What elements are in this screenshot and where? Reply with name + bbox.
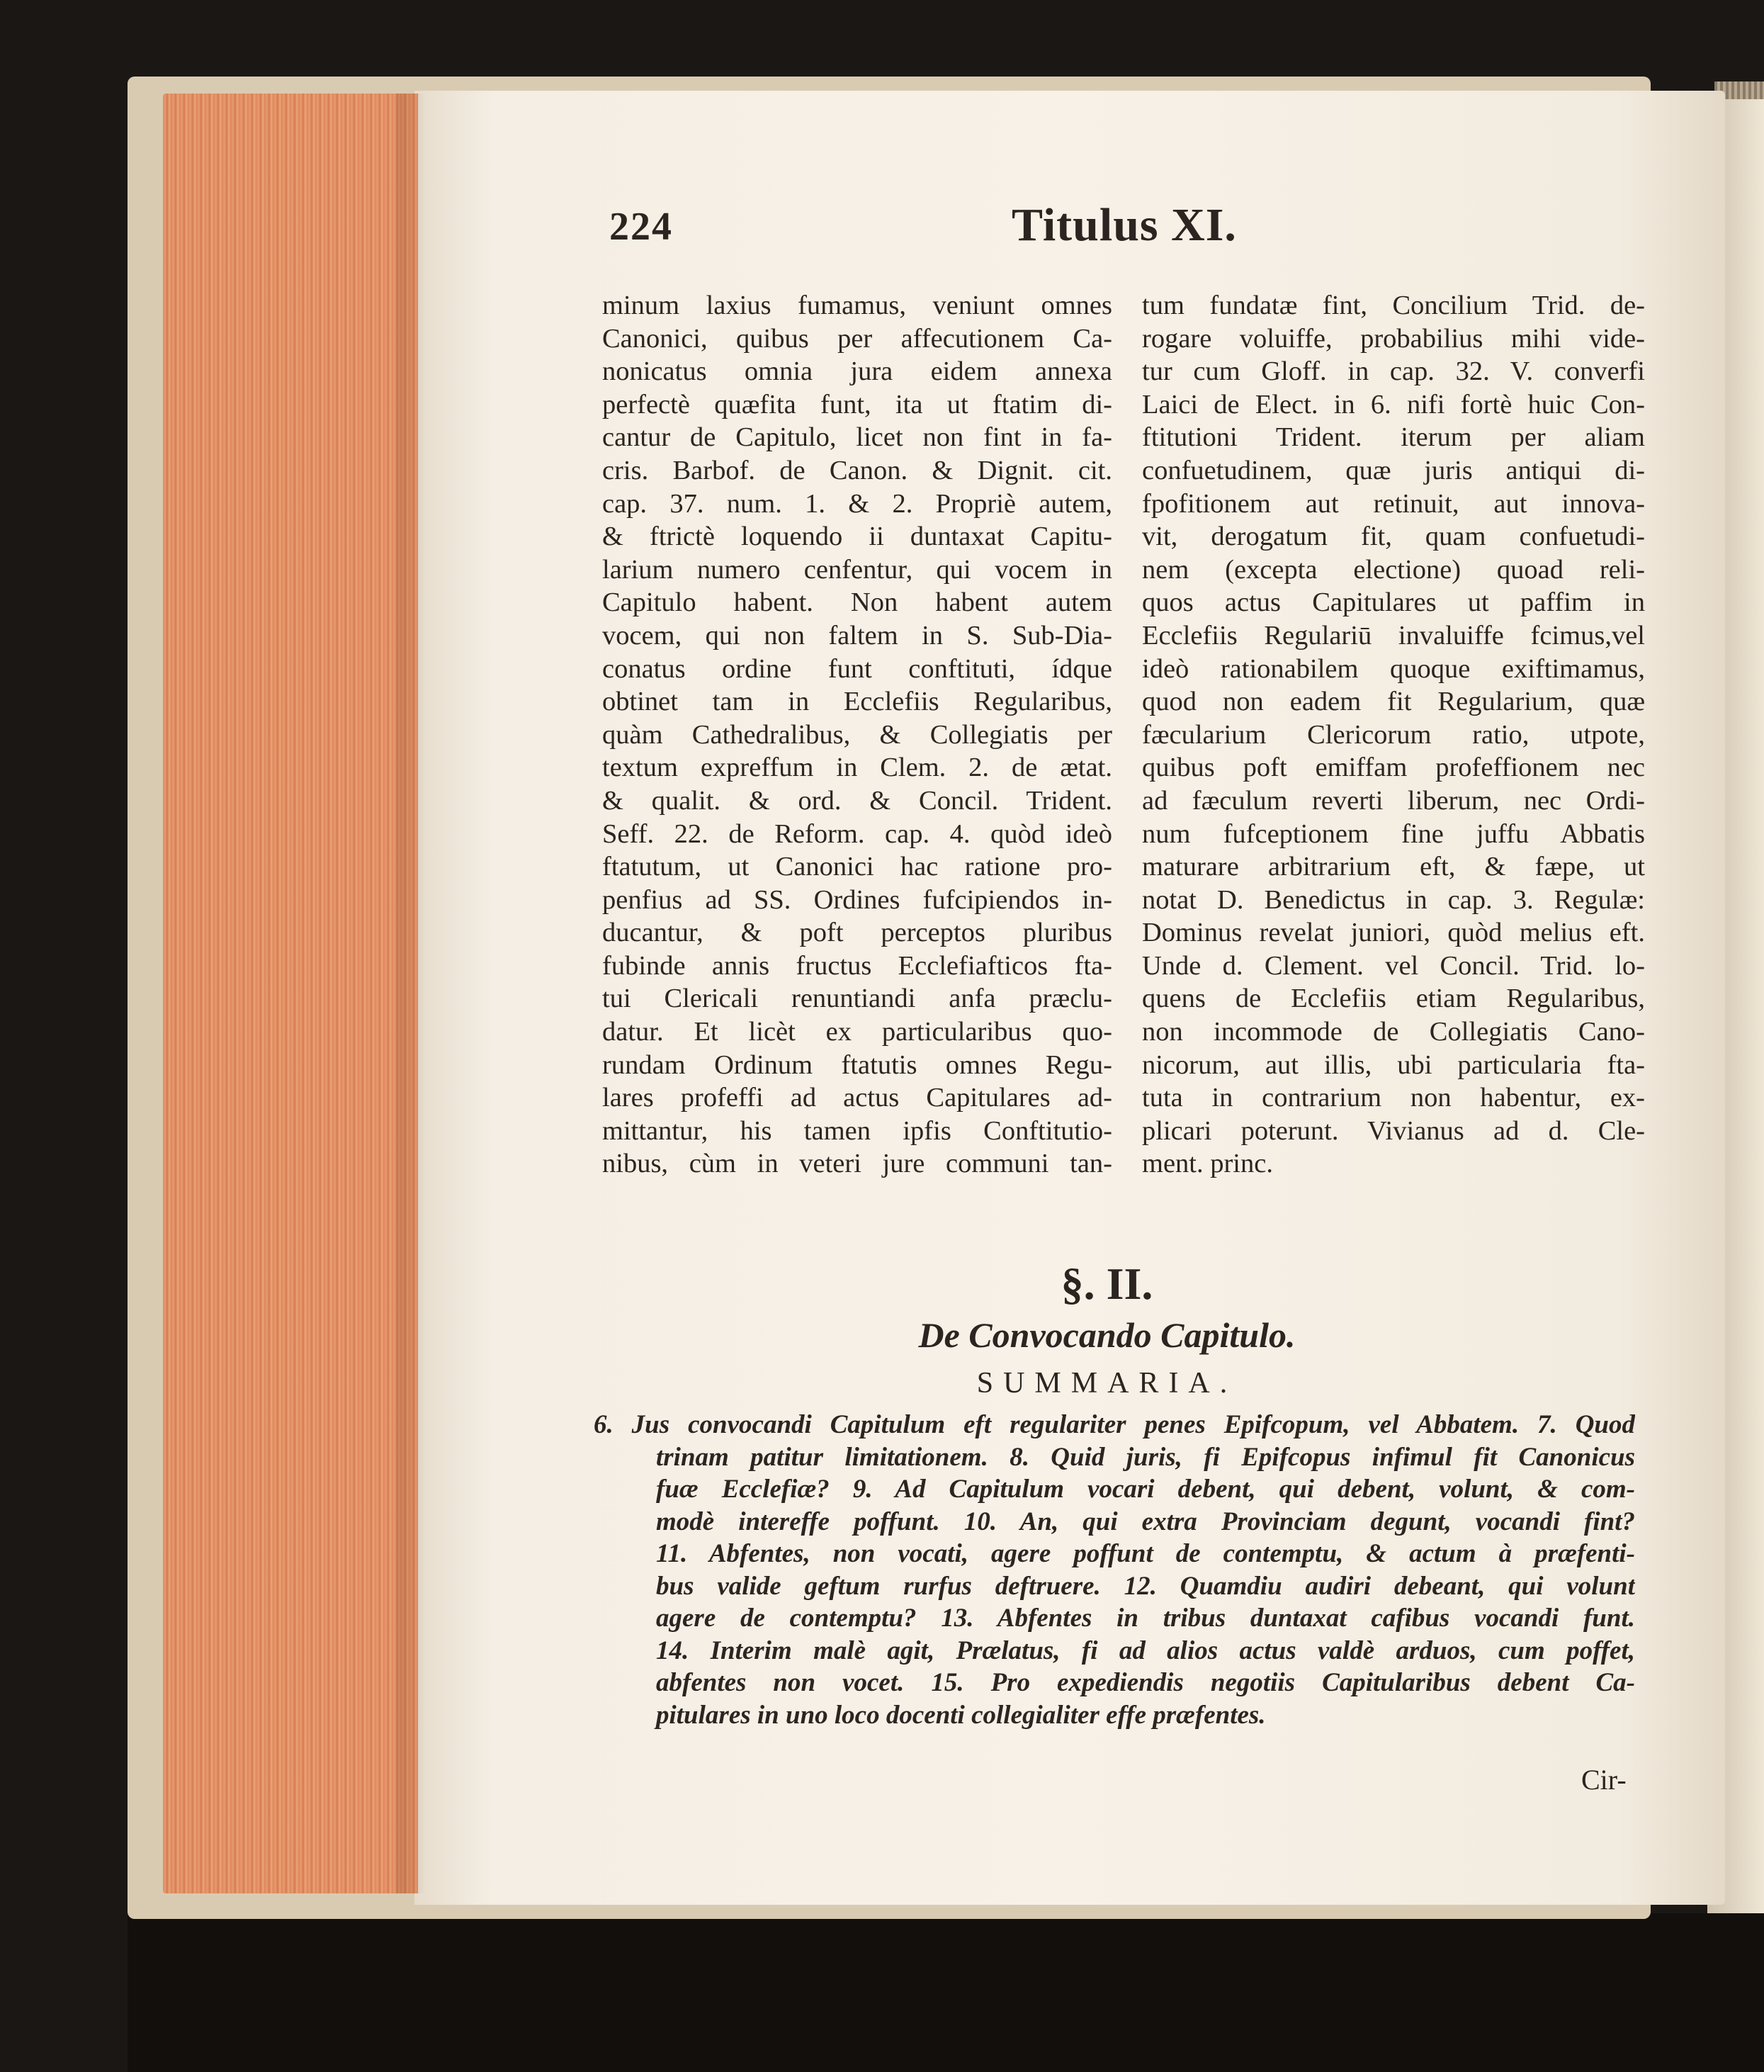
left-column-line: perfectè quæfita funt, ita ut ftatim di- [602, 389, 1112, 420]
page-header [602, 199, 1612, 261]
left-column-line: Capitulo habent. Non habent autem [602, 587, 1112, 618]
left-column-line: quàm Cathedralibus, & Collegiatis per [602, 719, 1112, 750]
right-column-line: quibus poft emiffam profeffionem nec [1142, 753, 1645, 783]
summaria-line: fuæ Ecclefiæ? 9. Ad Capitulum vocari debent, qui debent, volunt, & com- [656, 1475, 1635, 1504]
left-column-line: rundam Ordinum ftatutis omnes Regu- [602, 1049, 1112, 1080]
summaria-line: 6. Jus convocandi Capitulum eft regulariter penes Epifcopum, vel Abbatem. 7. Quod [594, 1410, 1635, 1439]
right-column-line: quos actus Capitulares ut paffim in [1142, 587, 1645, 618]
right-column-line: confuetudinem, quæ juris antiqui di- [1142, 455, 1645, 485]
catchword: Cir- [1581, 1764, 1627, 1796]
summary-paragraph [594, 1409, 1635, 1731]
left-column-line: cantur de Capitulo, licet non fint in fa- [602, 422, 1112, 453]
left-column-line: nonicatus omnia jura eidem annexa [602, 356, 1112, 387]
left-column-line: fubinde annis fructus Ecclefiafticos fta- [602, 950, 1112, 981]
right-column-line: tur cum Gloff. in cap. 32. V. converfi [1142, 356, 1645, 387]
summary-heading: SUMMARIA. [976, 1367, 1238, 1400]
background-table [128, 1913, 1764, 2072]
left-column-line: cris. Barbof. de Canon. & Dignit. cit. [602, 455, 1112, 485]
right-column-line: ideò rationabilem quoque exiftimamus, [1142, 653, 1645, 684]
right-column-line: Laici de Elect. in 6. nifi fortè huic Con- [1142, 389, 1645, 420]
left-column-line: datur. Et licèt ex particularibus quo- [602, 1017, 1112, 1047]
left-column-line: mittantur, his tamen ipfis Conftitutio- [602, 1115, 1112, 1146]
summaria-line: agere de contemptu? 13. Abfentes in tribus duntaxat cafibus vocandi funt. [656, 1604, 1635, 1633]
right-column-line: non incommode de Collegiatis Cano- [1142, 1017, 1645, 1047]
left-column-line: textum expreffum in Clem. 2. de ætat. [602, 753, 1112, 783]
right-column-line: maturare arbitrarium eft, & fæpe, ut [1142, 852, 1645, 882]
summaria-line: pitulares in uno loco docenti collegialiter effe præfentes. [656, 1700, 1266, 1730]
left-column-line: ducantur, & poft perceptos pluribus [602, 918, 1112, 948]
left-column-line: larium numero cenfentur, qui vocem in [602, 554, 1112, 585]
right-column-line: tum fundatæ fint, Concilium Trid. de- [1142, 291, 1645, 320]
left-column-line: tui Clericali renuntiandi anfa præclu- [602, 984, 1112, 1014]
right-column-line: nicorum, aut illis, ubi particularia fta- [1142, 1049, 1645, 1080]
summaria-line: modè intereffe poffunt. 10. An, qui extra Provinciam degunt, vocandi fint? [656, 1507, 1635, 1536]
left-column-line: & ftrictè loquendo ii duntaxat Capitu- [602, 522, 1112, 552]
section-number: §. II. [1061, 1259, 1153, 1309]
page-block-edges [163, 94, 418, 1893]
right-column-line: ment. princ. [1142, 1149, 1273, 1179]
running-title: Titulus XI. [1012, 199, 1237, 251]
summaria-line: abfentes non vocet. 15. Pro expediendis negotiis Capitularibus debent Ca- [656, 1668, 1635, 1697]
right-column-line: quens de Ecclefiis etiam Regularibus, [1142, 984, 1645, 1014]
right-text-column [1142, 289, 1645, 1181]
right-column-line: ad fæculum reverti liberum, nec Ordi- [1142, 785, 1645, 816]
right-column-line: nem (excepta electione) quoad reli- [1142, 554, 1645, 585]
page-number: 224 [609, 205, 673, 249]
left-column-line: ftatutum, ut Canonici hac ratione pro- [602, 852, 1112, 882]
right-column-line: Dominus revelat juniori, quòd melius eft. [1142, 918, 1645, 948]
right-column-line: Unde d. Clement. vel Concil. Trid. lo- [1142, 950, 1645, 981]
right-column-line: plicari poterunt. Vivianus ad d. Cle- [1142, 1115, 1645, 1146]
left-column-line: nibus, cùm in veteri jure communi tan- [602, 1149, 1112, 1179]
right-column-line: fæcularium Clericorum ratio, utpote, [1142, 719, 1645, 750]
left-column-line: lares profeffi ad actus Capitulares ad- [602, 1083, 1112, 1113]
summaria-line: bus valide geftum rurfus deftruere. 12. Quamdiu audiri debeant, qui volunt [656, 1571, 1635, 1601]
left-column-line: penfius ad SS. Ordines fufcipiendos in- [602, 884, 1112, 915]
section-title: De Convocando Capitulo. [918, 1315, 1296, 1355]
summaria-line: trinam patitur limitationem. 8. Quid juris, fi Epifcopus infimul fit Canonicus [656, 1442, 1635, 1472]
summaria-line: 11. Abfentes, non vocati, agere poffunt de contemptu, & actum à præfenti- [656, 1539, 1635, 1568]
right-column-line: quod non eadem fit Regularium, quæ [1142, 687, 1645, 717]
left-column-line: Canonici, quibus per affecutionem Ca- [602, 323, 1112, 354]
left-column-line: conatus ordine funt conftituti, ídque [602, 653, 1112, 684]
left-column-line: minum laxius fumamus, veniunt omnes [602, 291, 1112, 320]
left-column-line: Seff. 22. de Reform. cap. 4. quòd ideò [602, 818, 1112, 849]
summaria-line: 14. Interim malè agit, Prælatus, fi ad alios actus valdè arduos, cum poffet, [656, 1635, 1635, 1665]
right-column-line: num fufceptionem fine juffu Abbatis [1142, 818, 1645, 849]
left-column-line: vocem, qui non faltem in S. Sub-Dia- [602, 620, 1112, 651]
gutter-shadow [397, 94, 425, 1893]
right-column-line: Ecclefiis Regulariū invaluiffe fcimus,vel [1142, 620, 1645, 651]
right-column-line: vit, derogatum fit, quam confuetudi- [1142, 522, 1645, 552]
right-column-line: ftitutioni Trident. iterum per aliam [1142, 422, 1645, 453]
left-column-line: obtinet tam in Ecclefiis Regularibus, [602, 687, 1112, 717]
left-column-line: cap. 37. num. 1. & 2. Propriè autem, [602, 488, 1112, 519]
left-text-column [602, 289, 1112, 1181]
left-column-line: & qualit. & ord. & Concil. Trident. [602, 785, 1112, 816]
right-column-line: tuta in contrarium non habentur, ex- [1142, 1083, 1645, 1113]
right-column-line: fpofitionem aut retinuit, aut innova- [1142, 488, 1645, 519]
right-column-line: notat D. Benedictus in cap. 3. Regulæ: [1142, 884, 1645, 915]
right-column-line: rogare voluiffe, probabilius mihi vide- [1142, 323, 1645, 354]
